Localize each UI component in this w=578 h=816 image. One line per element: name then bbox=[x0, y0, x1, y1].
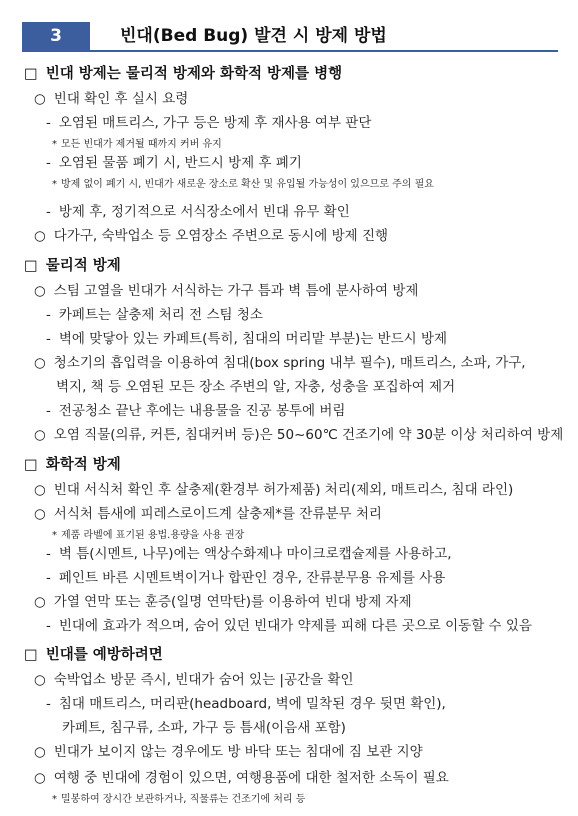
body-line bbox=[46, 327, 447, 347]
section-heading bbox=[24, 453, 121, 474]
line-text: 카페트, 침구류, 소파, 가구 등 틈새(이음새 포함) bbox=[62, 720, 346, 736]
line-text: 화학적 방제 bbox=[45, 457, 121, 473]
line-text: 다가구, 숙박업소 등 오염장소 주변으로 동시에 방제 진행 bbox=[53, 228, 389, 244]
line-text: 빈대에 효과가 적으며, 숨어 있던 빈대가 약제를 피해 다른 곳으로 이동할 수 있음 bbox=[58, 618, 532, 634]
line-text: 모든 빈대가 제거될 때까지 커버 유지 bbox=[61, 139, 222, 150]
body-line bbox=[34, 478, 513, 498]
line-text: 빈대 확인 후 실시 요령 bbox=[53, 91, 189, 107]
line-text: 여행 중 빈대에 경험이 있으면, 여행용품에 대한 철저한 소독이 필요 bbox=[53, 770, 449, 786]
bullet-marker: ○ bbox=[34, 672, 46, 688]
line-text: 벽 틈(시멘트, 나무)에는 액상수화제나 마이크로캡슐제를 사용하고, bbox=[58, 546, 452, 562]
line-text: 전공청소 끝난 후에는 내용물을 진공 봉투에 버림 bbox=[58, 403, 346, 419]
bullet-marker: * bbox=[52, 139, 57, 150]
bullet-marker: - bbox=[46, 546, 51, 562]
bullet-marker: ○ bbox=[34, 482, 46, 498]
body-line bbox=[46, 614, 532, 634]
section-heading bbox=[24, 254, 121, 275]
bullet-marker: - bbox=[46, 618, 51, 634]
bullet-marker: - bbox=[46, 155, 51, 171]
line-text: 빈대 방제는 물리적 방제와 화학적 방제를 병행 bbox=[45, 66, 343, 82]
bullet-marker: □ bbox=[24, 647, 38, 663]
line-text: 밀봉하여 장시간 보관하거나, 직물류는 건조기에 처리 등 bbox=[61, 794, 306, 805]
bullet-marker: ○ bbox=[34, 355, 46, 371]
line-text: 제품 라벨에 표기된 용법.용량을 사용 권장 bbox=[61, 530, 245, 541]
line-text: 오염된 매트리스, 가구 등은 방제 후 재사용 여부 판단 bbox=[58, 115, 372, 131]
line-text: 페인트 바른 시멘트벽이거나 합판인 경우, 잔류분무용 유제를 사용 bbox=[58, 570, 446, 586]
footnote-line bbox=[52, 790, 305, 805]
body-line bbox=[34, 740, 423, 760]
body-line bbox=[46, 692, 446, 712]
section-heading bbox=[24, 643, 163, 664]
bullet-marker: ○ bbox=[34, 744, 46, 760]
bullet-marker: ○ bbox=[34, 283, 46, 299]
bullet-marker: ○ bbox=[34, 427, 46, 443]
bullet-marker: ○ bbox=[34, 506, 46, 522]
bullet-marker: □ bbox=[24, 66, 38, 82]
bullet-marker: □ bbox=[24, 258, 38, 274]
body-line bbox=[34, 224, 388, 244]
bullet-marker: □ bbox=[24, 457, 38, 473]
body-line bbox=[34, 87, 188, 107]
line-text: 빈대를 예방하려면 bbox=[45, 647, 163, 663]
bullet-marker: - bbox=[46, 570, 51, 586]
body-line bbox=[34, 590, 412, 610]
line-text: 벽지, 책 등 오염된 모든 장소 주변의 알, 자충, 성충을 포집하여 제거 bbox=[56, 379, 456, 395]
line-text: 벽에 맞닿아 있는 카페트(특히, 침대의 머리맡 부분)는 반드시 방제 bbox=[58, 331, 448, 347]
body-line bbox=[56, 375, 455, 395]
line-text: 스팀 고열을 빈대가 서식하는 가구 틈과 벽 틈에 분사하여 방제 bbox=[53, 283, 419, 299]
line-text: 카페트는 살충제 처리 전 스팀 청소 bbox=[58, 307, 263, 323]
body-line bbox=[34, 351, 526, 371]
bullet-marker: - bbox=[46, 696, 51, 712]
body-line bbox=[62, 716, 346, 736]
body-line bbox=[34, 766, 449, 786]
bullet-marker: * bbox=[52, 794, 57, 805]
bullet-marker: - bbox=[46, 403, 51, 419]
line-text: 방제 없이 폐기 시, 빈대가 새로운 장소로 확산 및 유입될 가능성이 있으므로 주의 필요 bbox=[61, 179, 434, 190]
bullet-marker: - bbox=[46, 331, 51, 347]
line-text: 오염 직물(의류, 커튼, 침대커버 등)은 50~60℃ 건조기에 약 30분 이상 처리하여 방제 bbox=[53, 427, 564, 443]
bullet-marker: * bbox=[52, 530, 57, 541]
bullet-marker: ○ bbox=[34, 594, 46, 610]
body-line bbox=[34, 423, 563, 443]
footnote-line bbox=[52, 175, 434, 190]
body-line bbox=[34, 279, 418, 299]
body-line bbox=[46, 111, 371, 131]
line-text: 빈대가 보이지 않는 경우에도 방 바닥 또는 침대에 짐 보관 지양 bbox=[53, 744, 423, 760]
body-line bbox=[46, 399, 345, 419]
bullet-marker: * bbox=[52, 179, 57, 190]
line-text: 청소기의 흡입력을 이용하여 침대(box spring 내부 필수), 매트리스, 소파, 가구, bbox=[53, 355, 526, 371]
body-line bbox=[34, 502, 382, 522]
header-underline bbox=[22, 50, 558, 52]
line-text: 오염된 물품 폐기 시, 반드시 방제 후 폐기 bbox=[58, 155, 302, 171]
bullet-marker: - bbox=[46, 115, 51, 131]
bullet-marker: ○ bbox=[34, 228, 46, 244]
footnote-line bbox=[52, 526, 244, 541]
line-text: 서식처 틈새에 피레스로이드계 살충제*를 잔류분무 처리 bbox=[53, 506, 382, 522]
footnote-line bbox=[52, 135, 222, 150]
bullet-marker: - bbox=[46, 307, 51, 323]
body-line bbox=[46, 566, 445, 586]
line-text: 빈대 서식처 확인 후 살충제(환경부 허가제품) 처리(제외, 매트리스, 침대 라인) bbox=[53, 482, 514, 498]
body-line bbox=[46, 200, 350, 220]
line-text: 가열 연막 또는 훈증(일명 연막탄)를 이용하여 빈대 방제 자제 bbox=[53, 594, 412, 610]
line-text: 물리적 방제 bbox=[45, 258, 121, 274]
body-line bbox=[46, 303, 263, 323]
bullet-marker: - bbox=[46, 204, 51, 220]
section-number: 3 bbox=[22, 22, 90, 50]
body-line bbox=[46, 151, 302, 171]
line-text: 침대 매트리스, 머리판(headboard, 벽에 밀착된 경우 뒷면 확인), bbox=[58, 696, 446, 712]
bullet-marker: ○ bbox=[34, 91, 46, 107]
section-heading bbox=[24, 62, 342, 83]
line-text: 숙박업소 방문 즉시, 빈대가 숨어 있는 |공간을 확인 bbox=[53, 672, 354, 688]
line-text: 방제 후, 정기적으로 서식장소에서 빈대 유무 확인 bbox=[58, 204, 350, 220]
section-header bbox=[22, 22, 558, 50]
section-title: 빈대(Bed Bug) 발견 시 방제 방법 bbox=[120, 26, 387, 46]
bullet-marker: ○ bbox=[34, 770, 46, 786]
body-line bbox=[46, 542, 452, 562]
body-line bbox=[34, 668, 353, 688]
